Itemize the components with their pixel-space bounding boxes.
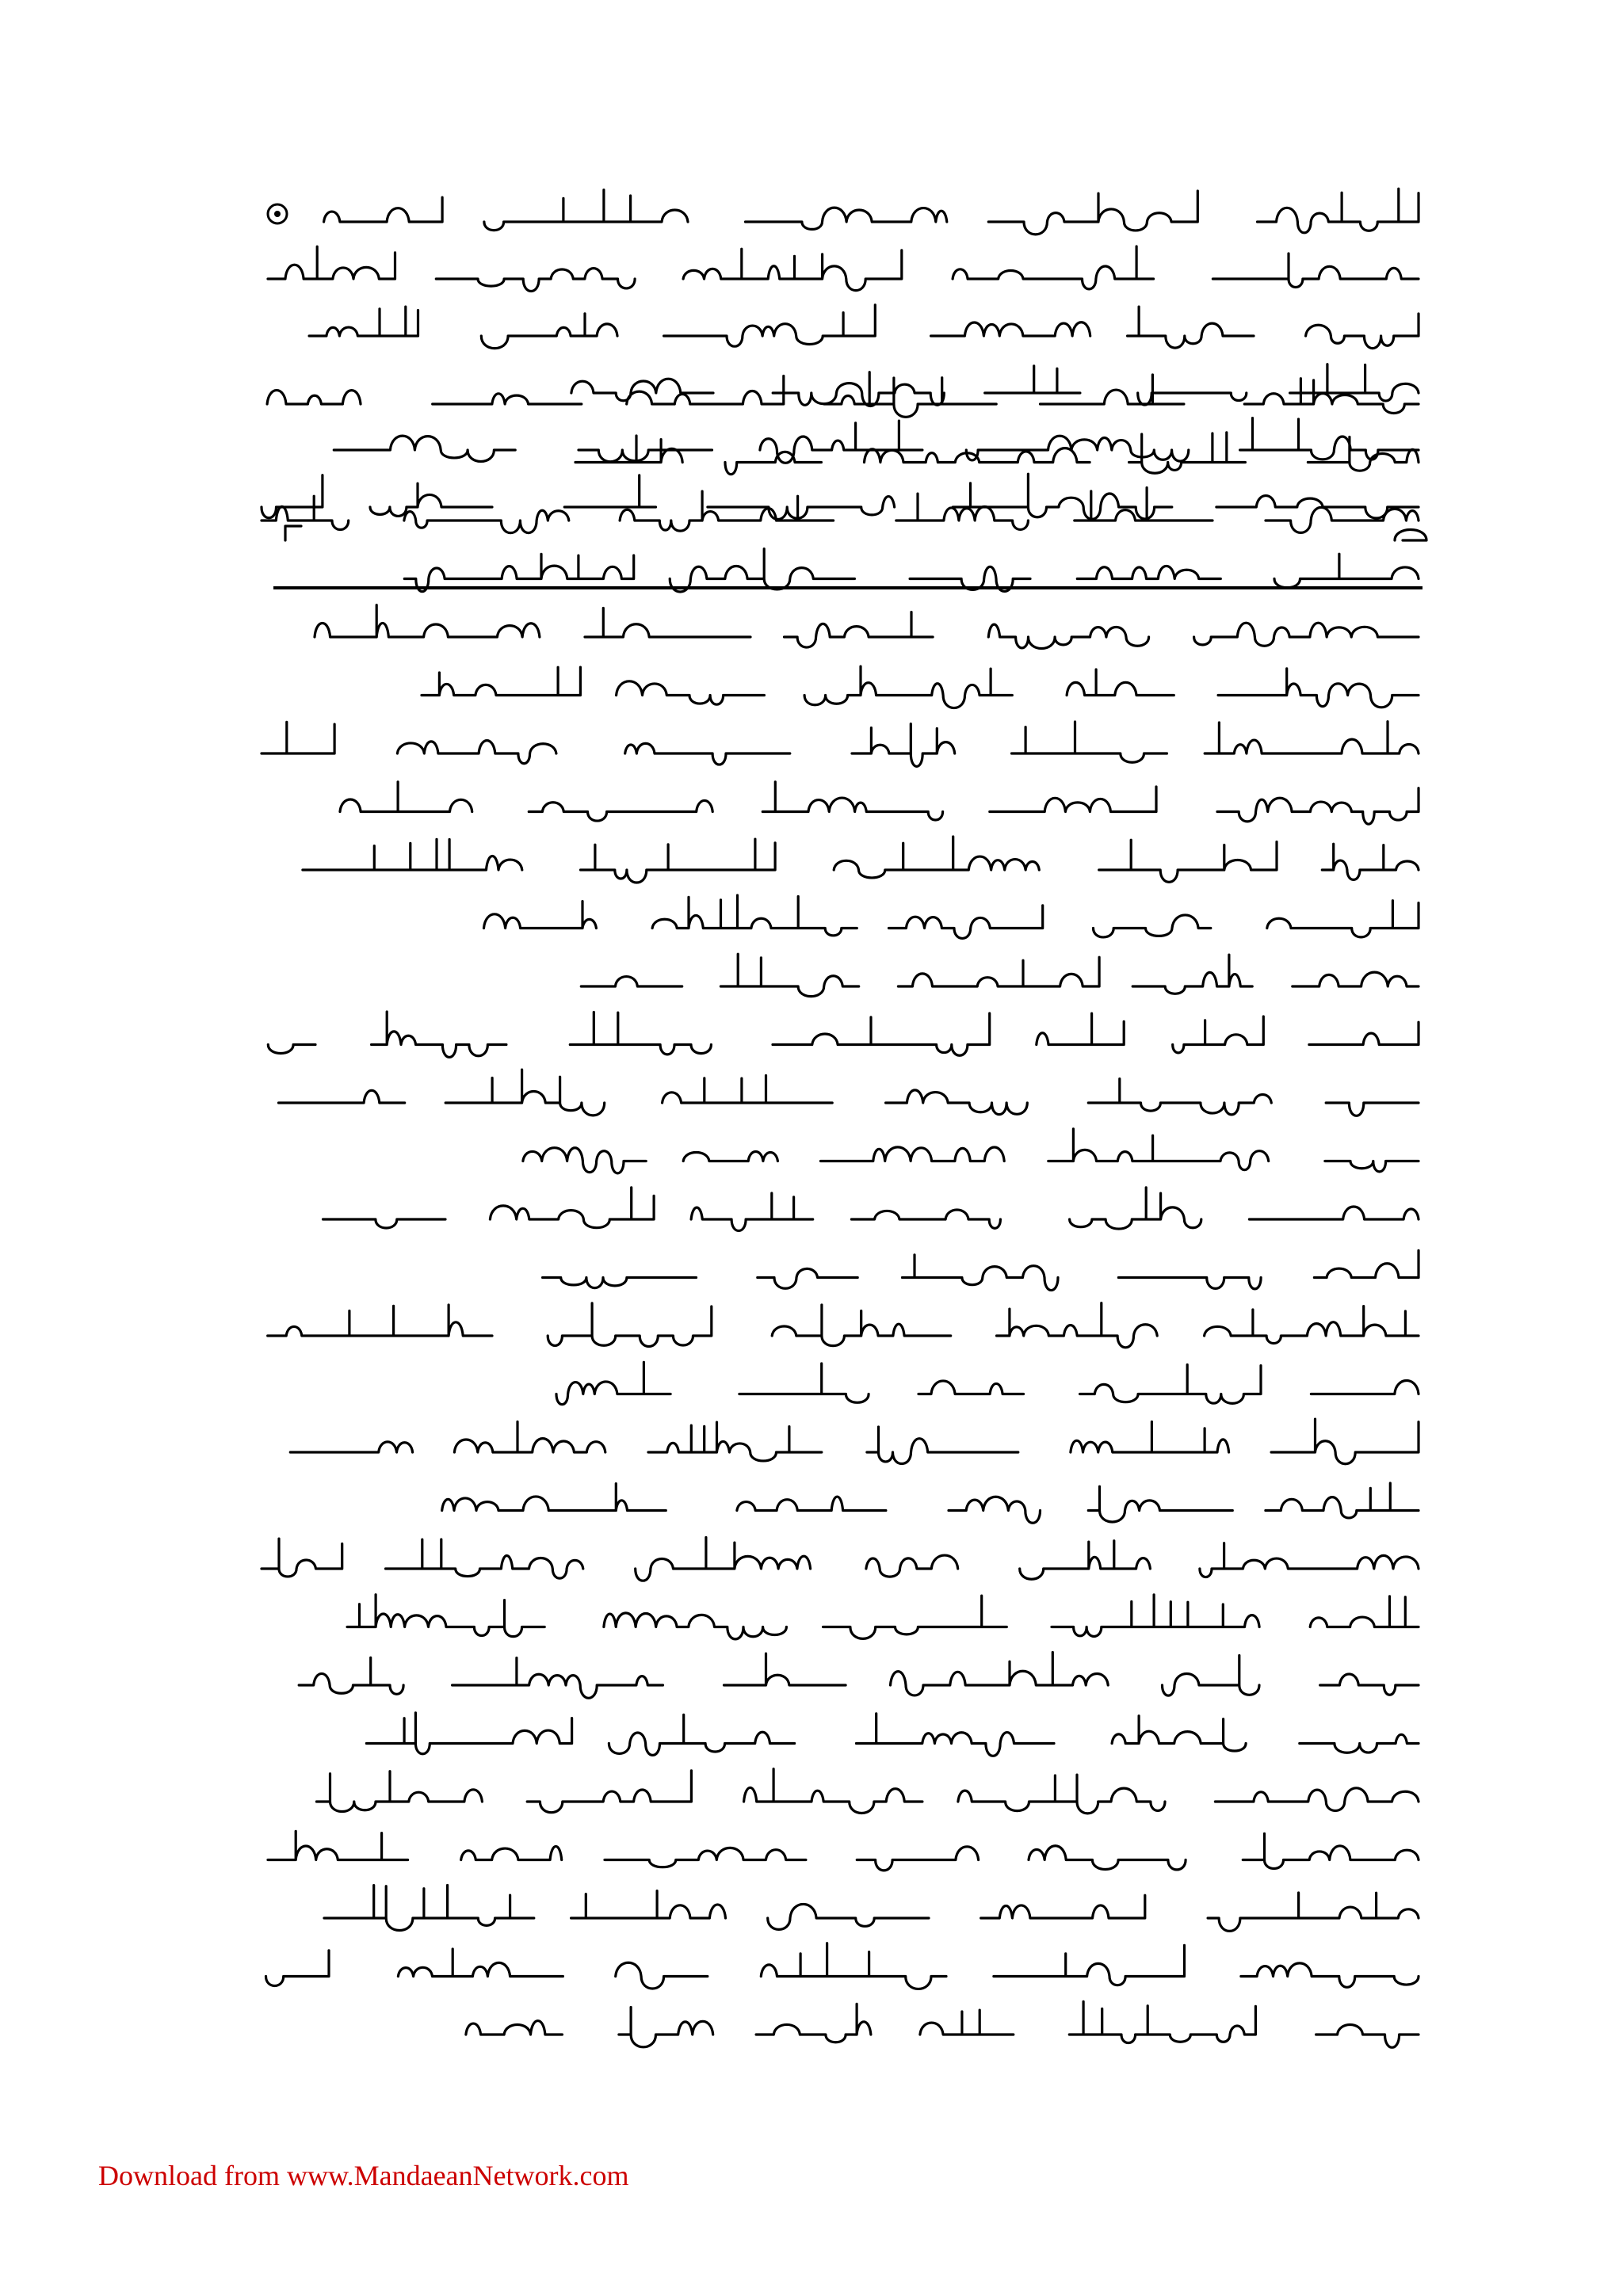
script-stroke — [303, 837, 1419, 883]
script-line — [484, 895, 1419, 938]
script-line — [299, 1652, 1419, 1698]
script-stroke — [262, 722, 1419, 767]
script-stroke — [290, 1419, 1419, 1464]
script-line — [556, 1362, 1419, 1404]
script-stroke — [523, 1129, 1419, 1173]
script-line — [523, 1129, 1419, 1173]
script-stroke — [404, 549, 1419, 592]
script-line — [404, 549, 1419, 592]
script-stroke — [279, 1070, 1419, 1116]
script-line — [543, 1250, 1419, 1290]
script-stroke — [581, 954, 1419, 996]
script-line — [324, 1885, 1419, 1931]
script-line — [268, 246, 1419, 292]
script-stroke — [309, 305, 1419, 349]
script-line — [268, 1303, 1419, 1348]
script-stroke — [347, 1595, 1419, 1639]
script-line — [266, 1943, 1419, 1989]
script-line — [581, 954, 1419, 996]
script-stroke — [268, 1831, 1419, 1871]
script-stroke — [484, 895, 1419, 938]
script-stroke — [340, 782, 1419, 824]
circle-dot-icon — [268, 204, 287, 223]
script-line — [290, 1419, 1419, 1464]
script-line — [347, 1595, 1419, 1639]
script-line — [262, 722, 1419, 767]
script-stroke — [266, 1943, 1419, 1989]
main-script-lines — [262, 372, 1434, 2076]
script-stroke — [466, 2001, 1419, 2047]
script-line — [442, 1483, 1419, 1523]
script-stroke — [324, 1885, 1419, 1931]
script-line — [267, 372, 1419, 418]
script-line — [262, 1538, 1419, 1581]
script-line — [340, 782, 1419, 824]
script-line — [316, 1769, 1419, 1814]
script-stroke — [442, 1483, 1419, 1523]
script-line — [366, 1713, 1419, 1756]
script-line — [303, 837, 1419, 883]
script-line — [262, 488, 1419, 533]
script-stroke — [268, 246, 1419, 292]
script-stroke — [575, 433, 1419, 475]
script-stroke — [316, 1769, 1419, 1814]
script-stroke — [324, 189, 1419, 235]
script-stroke — [268, 1303, 1419, 1348]
download-link[interactable]: Download from www.MandaeanNetwork.com — [98, 2160, 629, 2191]
script-line — [268, 1012, 1419, 1057]
script-stroke — [262, 1538, 1419, 1581]
script-stroke — [315, 605, 1419, 649]
script-line — [279, 1070, 1419, 1116]
script-stroke — [299, 1652, 1419, 1698]
script-line — [422, 666, 1419, 707]
script-line — [323, 1188, 1419, 1231]
script-stroke — [262, 488, 1419, 533]
script-stroke — [268, 1012, 1419, 1057]
script-stroke — [422, 666, 1419, 707]
script-line — [466, 2001, 1419, 2047]
script-stroke — [543, 1250, 1419, 1290]
script-line — [309, 305, 1419, 349]
script-line — [324, 189, 1419, 235]
script-stroke — [556, 1362, 1419, 1404]
script-line — [268, 1831, 1419, 1871]
script-stroke — [323, 1188, 1419, 1231]
script-line — [315, 605, 1419, 649]
script-stroke — [366, 1713, 1419, 1756]
script-stroke — [267, 372, 1419, 418]
script-line — [575, 433, 1419, 475]
main-text-block — [262, 372, 1434, 2076]
